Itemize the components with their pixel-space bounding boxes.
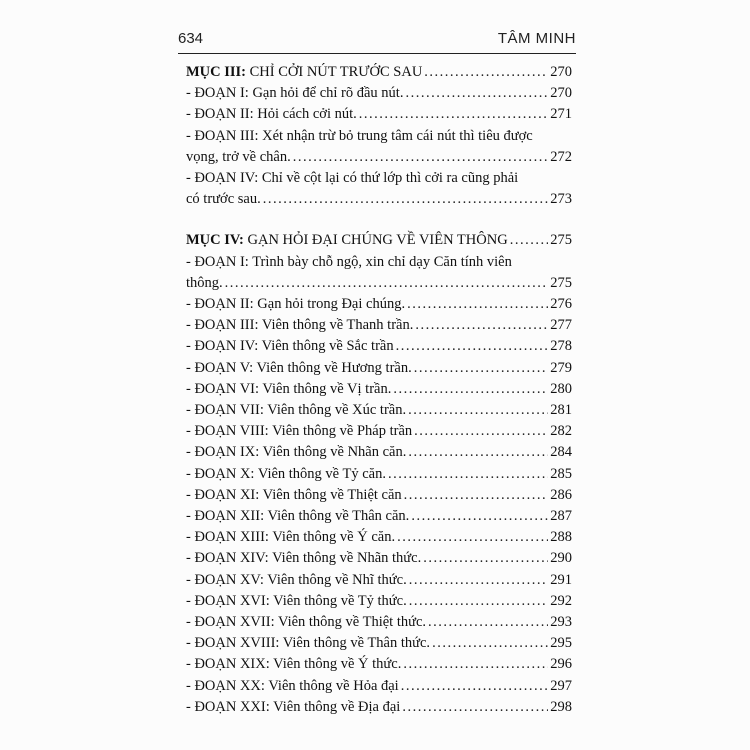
toc-entry — [186, 506, 572, 527]
entry-text-wrap — [186, 570, 407, 591]
toc-entry — [186, 527, 572, 548]
entry-text-wrap — [186, 336, 394, 357]
entry-page-number: 276 — [550, 296, 572, 313]
entry-text: có trước sau. — [186, 191, 261, 208]
header-rule — [178, 53, 576, 54]
table-of-contents — [186, 62, 572, 718]
entry-text-wrap — [186, 676, 399, 697]
toc-entry — [186, 654, 572, 675]
entry-text: Gạn hỏi để chỉ rõ đầu nút. — [252, 85, 404, 102]
entry-text-wrap — [186, 104, 357, 125]
toc-entry — [186, 697, 572, 718]
entry-text: Hỏi cách cởi nút. — [257, 106, 357, 123]
entry-page-number: 290 — [550, 550, 572, 567]
entry-text: Trình bày chỗ ngộ, xin chỉ dạy Căn tính viên — [252, 253, 512, 270]
entry-text: Viên thông về Thanh trần. — [261, 317, 414, 334]
leader-dots — [408, 442, 548, 463]
entry-text-wrap — [186, 379, 391, 400]
leader-dots — [402, 697, 548, 718]
leader-dots — [405, 83, 548, 104]
entry-label: - ĐOẠN XVII: — [186, 614, 275, 631]
entry-label: - ĐOẠN II: — [186, 296, 254, 313]
entry-label: - ĐOẠN I: — [186, 253, 249, 270]
entry-label: - ĐOẠN III: — [186, 127, 259, 144]
entry-text-wrap — [186, 358, 412, 379]
toc-entry — [186, 189, 572, 210]
section-heading-text — [186, 230, 508, 251]
page-number: 634 — [178, 30, 204, 47]
entry-page-number: 297 — [550, 677, 572, 694]
leader-dots — [428, 612, 548, 633]
toc-entry-line — [186, 126, 572, 147]
entry-text-wrap — [186, 147, 291, 168]
entry-text-wrap — [186, 464, 386, 485]
entry-text-wrap — [186, 315, 413, 336]
toc-entry — [186, 548, 572, 569]
entry-text: Viên thông về Tỷ thức. — [273, 592, 407, 609]
toc-entry — [186, 400, 572, 421]
entry-page-number: 279 — [550, 359, 572, 376]
leader-dots — [424, 62, 548, 83]
toc-entry — [186, 570, 572, 591]
section-label: MỤC IV: — [186, 232, 244, 249]
entry-page-number: 285 — [550, 465, 572, 482]
entry-page-number: 281 — [550, 402, 572, 419]
entry-text: Viên thông về Sắc trần — [261, 338, 394, 355]
toc-entry — [186, 294, 572, 315]
entry-page-number: 277 — [550, 317, 572, 334]
toc-entry-line — [186, 252, 572, 273]
entry-text-wrap — [186, 83, 403, 104]
entry-text: thông. — [186, 274, 223, 291]
leader-dots — [414, 421, 548, 442]
leader-dots — [404, 485, 549, 506]
toc-entry — [186, 633, 572, 654]
entry-label: - ĐOẠN VII: — [186, 402, 264, 419]
toc-entry — [186, 358, 572, 379]
entry-text: Viên thông về Nhãn căn. — [262, 444, 407, 461]
section-title: GẠN HỎI ĐẠI CHÚNG VỀ VIÊN THÔNG — [247, 232, 508, 249]
leader-dots — [388, 464, 548, 485]
leader-dots — [414, 358, 549, 379]
entry-text-wrap — [186, 654, 401, 675]
leader-dots — [432, 633, 548, 654]
entry-text-wrap — [186, 633, 430, 654]
entry-page-number: 275 — [550, 274, 572, 291]
entry-text: Viên thông về Hương trần. — [256, 359, 412, 376]
entry-text: vọng, trở về chân. — [186, 148, 291, 165]
toc-entry — [186, 379, 572, 400]
leader-dots — [225, 273, 549, 294]
leader-dots — [423, 548, 548, 569]
entry-page-number: 287 — [550, 508, 572, 525]
entry-text: Viên thông về Ý căn. — [272, 529, 396, 546]
entry-page-number: 270 — [550, 85, 572, 102]
toc-entry — [186, 421, 572, 442]
entry-text-wrap — [186, 485, 402, 506]
leader-dots — [408, 400, 548, 421]
entry-text: Viên thông về Thiệt thức. — [277, 614, 427, 631]
entry-text-wrap — [186, 506, 409, 527]
entry-page-number: 273 — [550, 191, 572, 208]
entry-page-number: 282 — [550, 423, 572, 440]
entry-text: Viên thông về Ý thức. — [273, 656, 402, 673]
entry-label: - ĐOẠN XIX: — [186, 656, 270, 673]
toc-entry — [186, 485, 572, 506]
leader-dots — [293, 147, 549, 168]
entry-text-wrap — [186, 294, 405, 315]
entry-text: Viên thông về Thiệt căn — [262, 486, 402, 503]
leader-dots — [359, 104, 549, 125]
entry-page-number: 298 — [550, 698, 572, 715]
entry-text: Xét nhận trừ bỏ trung tâm cái nút thì tiêu được — [262, 127, 533, 144]
leader-dots — [401, 676, 549, 697]
entry-page-number: 288 — [550, 529, 572, 546]
entry-page-number: 278 — [550, 338, 572, 355]
section-page-number: 270 — [550, 64, 572, 80]
section-heading — [186, 62, 572, 83]
leader-dots — [263, 189, 549, 210]
entry-label: - ĐOẠN IV: — [186, 338, 259, 355]
toc-entry — [186, 464, 572, 485]
entry-text-wrap — [186, 527, 395, 548]
toc-entry — [186, 315, 572, 336]
leader-dots — [411, 506, 548, 527]
entry-label: - ĐOẠN XV: — [186, 571, 264, 588]
entry-text: Viên thông về Nhĩ thức. — [267, 571, 407, 588]
entry-label: - ĐOẠN V: — [186, 359, 254, 376]
toc-entry — [186, 591, 572, 612]
entry-page-number: 291 — [550, 571, 572, 588]
section-label: MỤC III: — [186, 64, 247, 80]
entry-label: - ĐOẠN XVIII: — [186, 635, 280, 652]
entry-page-number: 286 — [550, 486, 572, 503]
toc-entry — [186, 612, 572, 633]
entry-page-number: 295 — [550, 635, 572, 652]
entry-text-wrap — [186, 273, 223, 294]
entry-text-wrap — [186, 612, 426, 633]
running-head-author: TÂM MINH — [497, 30, 576, 47]
section-heading — [186, 230, 572, 251]
entry-text-wrap — [186, 421, 412, 442]
entry-text: Viên thông về Tỷ căn. — [257, 465, 386, 482]
leader-dots — [415, 315, 548, 336]
entry-page-number: 296 — [550, 656, 572, 673]
leader-dots — [396, 336, 549, 357]
entry-text-wrap — [186, 591, 407, 612]
entry-label: - ĐOẠN VI: — [186, 380, 260, 397]
leader-dots — [409, 591, 549, 612]
entry-label: - ĐOẠN XXI: — [186, 698, 270, 715]
entry-label: - ĐOẠN XI: — [186, 486, 260, 503]
toc-entry — [186, 104, 572, 125]
toc-entry — [186, 273, 572, 294]
entry-label: - ĐOẠN I: — [186, 85, 249, 102]
section-page-number: 275 — [550, 232, 572, 249]
entry-label: - ĐOẠN XX: — [186, 677, 265, 694]
entry-label: - ĐOẠN IV: — [186, 170, 259, 187]
leader-dots — [409, 570, 549, 591]
entry-text-wrap — [186, 400, 406, 421]
toc-entry — [186, 83, 572, 104]
section-title: CHỈ CỞI NÚT TRƯỚC SAU — [249, 64, 423, 80]
leader-dots — [510, 230, 549, 251]
toc-entry — [186, 147, 572, 168]
entry-text: Viên thông về Thân thức. — [282, 635, 431, 652]
entry-label: - ĐOẠN X: — [186, 465, 255, 482]
entry-text: Viên thông về Xúc trần. — [267, 402, 407, 419]
toc-entry-line — [186, 168, 572, 189]
entry-text: Viên thông về Pháp trần — [272, 423, 413, 440]
entry-page-number: 271 — [550, 106, 572, 123]
entry-text-wrap — [186, 442, 406, 463]
entry-page-number: 272 — [550, 148, 572, 165]
entry-page-number: 293 — [550, 614, 572, 631]
entry-label: - ĐOẠN IX: — [186, 444, 260, 461]
entry-text: Gạn hỏi trong Đại chúng. — [257, 296, 406, 313]
entry-label: - ĐOẠN XII: — [186, 508, 265, 525]
entry-text-wrap — [186, 189, 261, 210]
entry-label: - ĐOẠN XIII: — [186, 529, 269, 546]
toc-entry — [186, 442, 572, 463]
leader-dots — [393, 379, 548, 400]
entry-text-wrap — [186, 548, 421, 569]
toc-entry — [186, 676, 572, 697]
entry-label: - ĐOẠN XIV: — [186, 550, 269, 567]
leader-dots — [397, 527, 548, 548]
entry-label: - ĐOẠN VIII: — [186, 423, 269, 440]
toc-entry — [186, 336, 572, 357]
section-heading-text — [186, 62, 422, 83]
leader-dots — [403, 654, 548, 675]
entry-text-wrap — [186, 697, 400, 718]
leader-dots — [407, 294, 548, 315]
entry-page-number: 284 — [550, 444, 572, 461]
entry-label: - ĐOẠN III: — [186, 317, 259, 334]
entry-page-number: 280 — [550, 380, 572, 397]
entry-text: Viên thông về Hỏa đại — [268, 677, 399, 694]
entry-text: Viên thông về Nhãn thức. — [272, 550, 422, 567]
entry-text: Chỉ về cột lại có thứ lớp thì cởi ra cũng phải — [261, 170, 519, 187]
entry-page-number: 292 — [550, 592, 572, 609]
entry-text: Viên thông về Vị trần. — [262, 380, 392, 397]
entry-text: Viên thông về Thân căn. — [267, 508, 410, 525]
entry-text: Viên thông về Địa đại — [273, 698, 401, 715]
section-gap — [186, 210, 572, 230]
entry-label: - ĐOẠN XVI: — [186, 592, 270, 609]
entry-label: - ĐOẠN II: — [186, 106, 254, 123]
